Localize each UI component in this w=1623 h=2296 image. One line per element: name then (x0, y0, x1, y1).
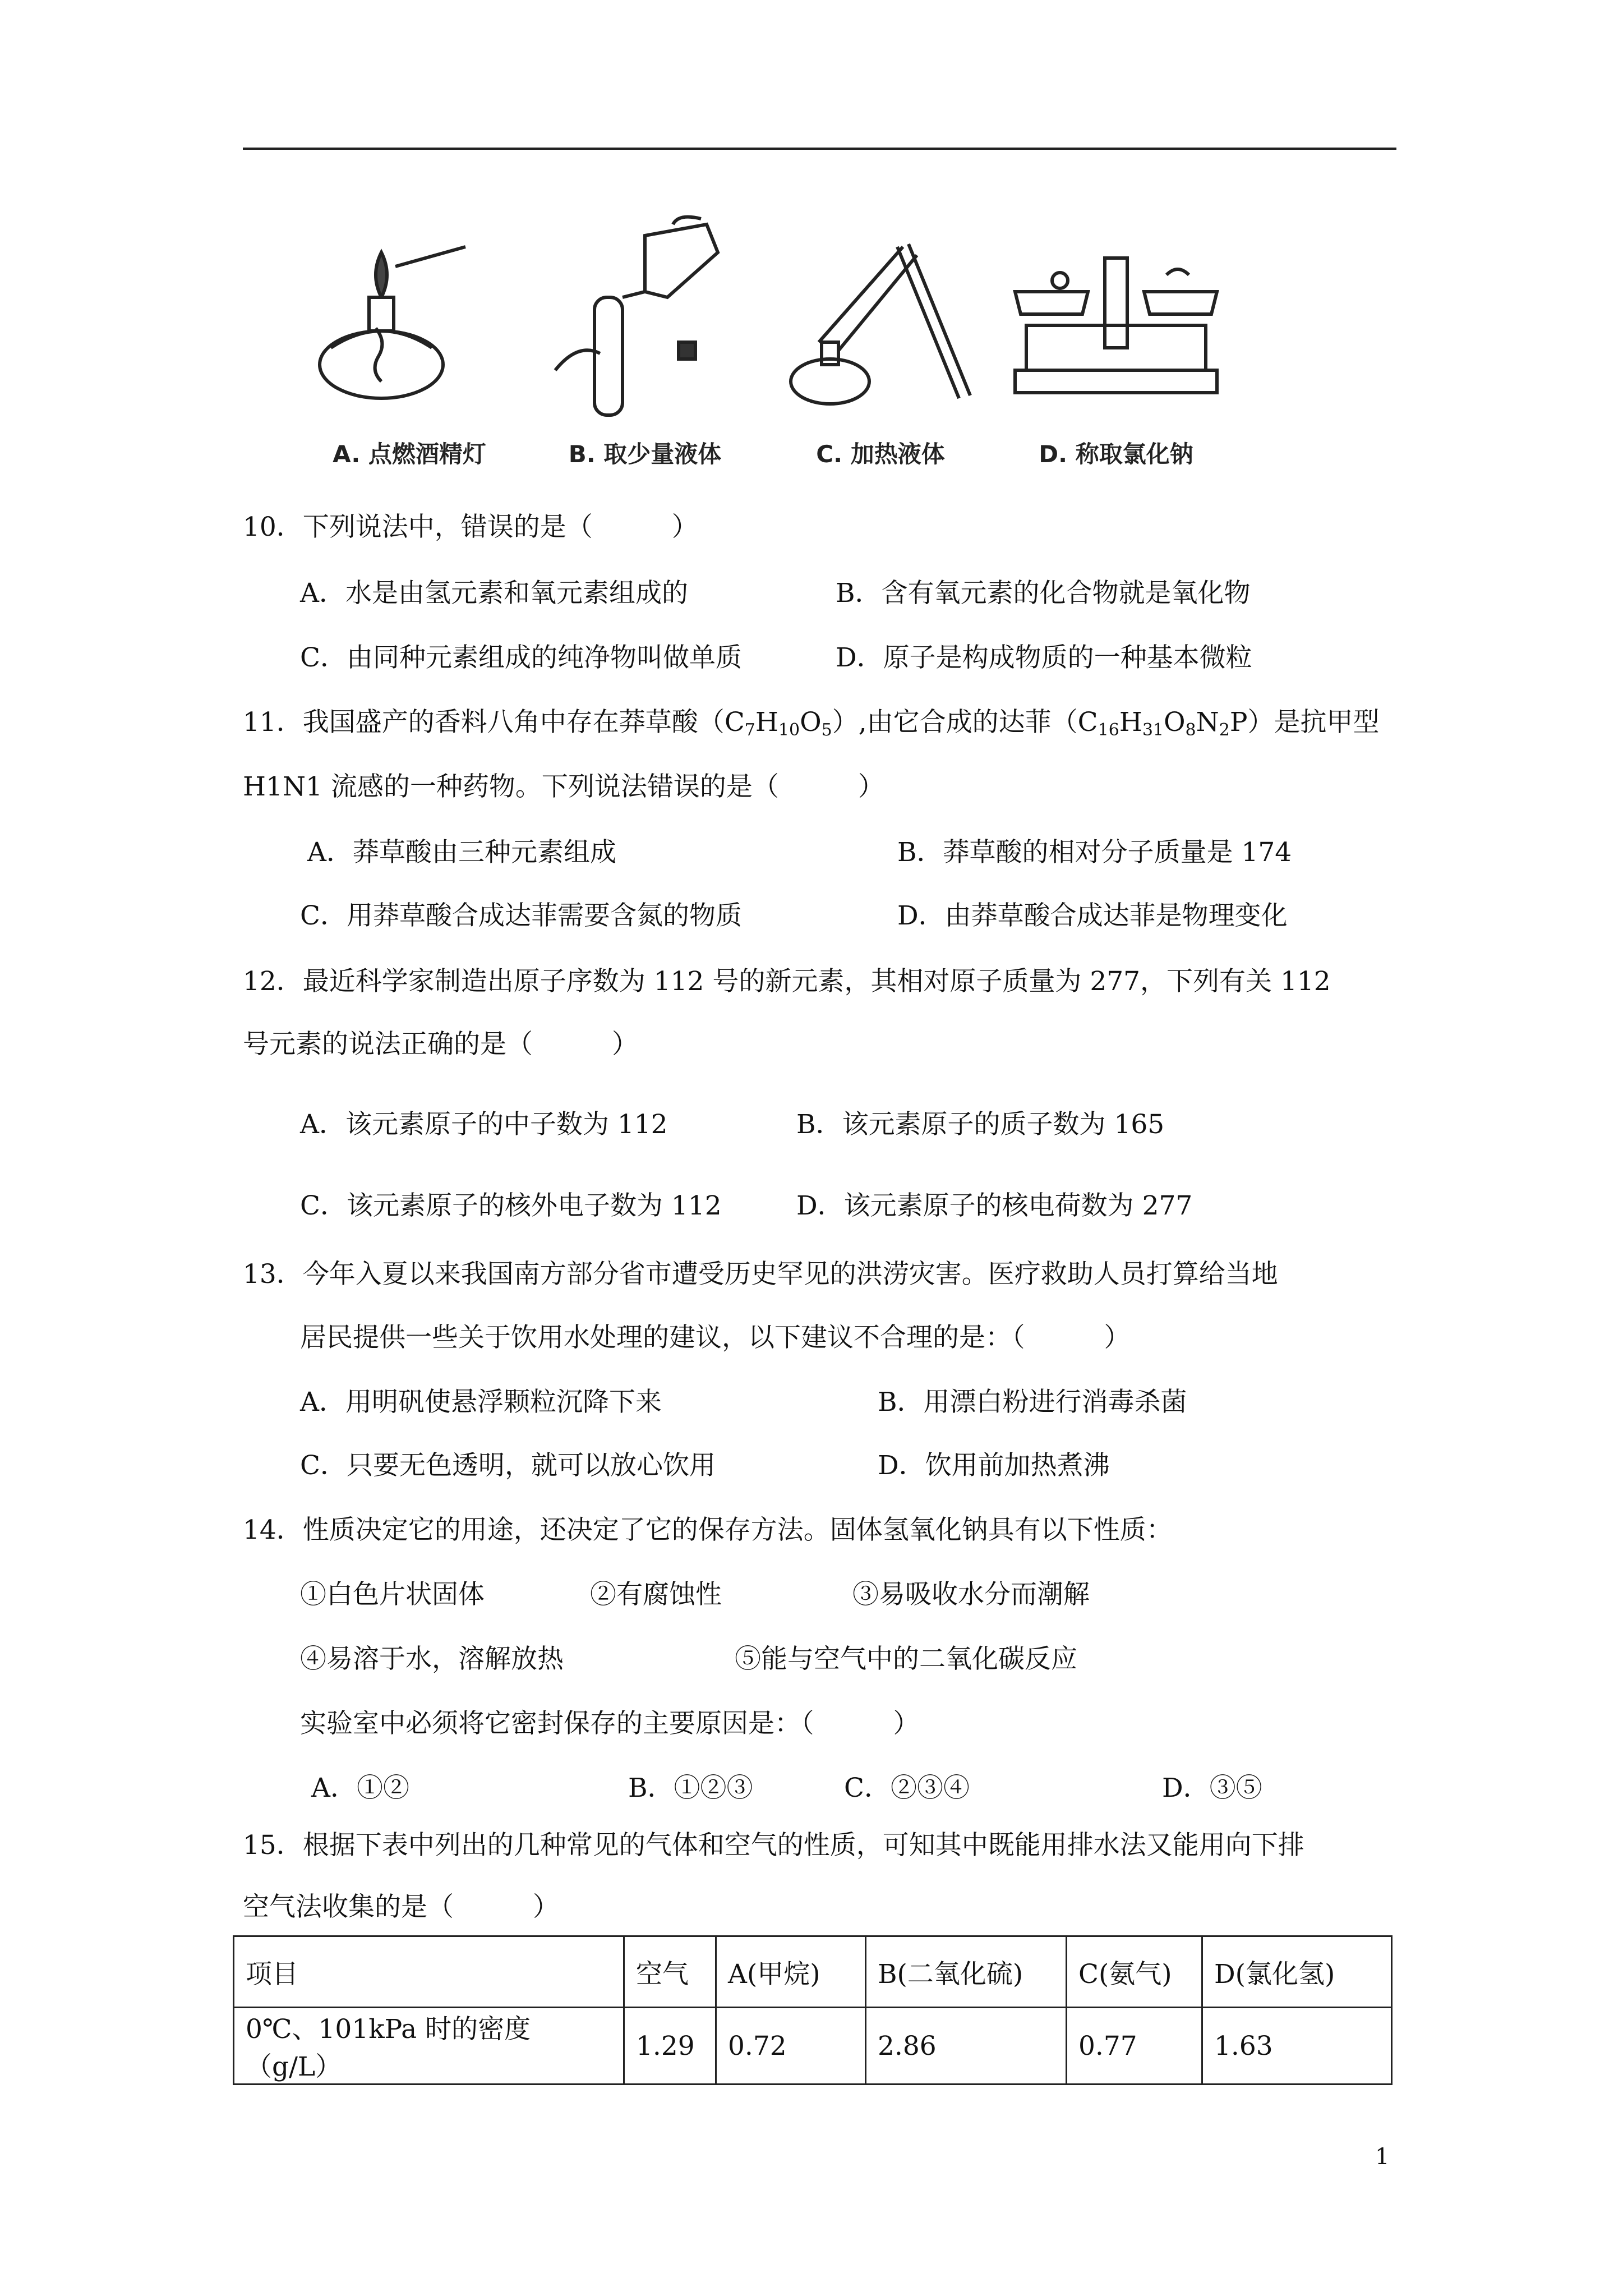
q15-stem-line2: 空气法收集的是（ ） (243, 1892, 559, 1922)
header-rule (243, 148, 1396, 150)
table-cell: 1.29 (624, 2008, 716, 2085)
q10-option-d: D．原子是构成物质的一种基本微粒 (836, 642, 1252, 673)
q14-property-4: ④易溶于水，溶解放热 (300, 1644, 564, 1674)
figure-item-c (768, 213, 993, 471)
q10-option-b: B．含有氧元素的化合物就是氧化物 (836, 578, 1251, 609)
q11-stem-part-a: 11．我国盛产的香料八角中存在莽草酸（ (243, 707, 725, 738)
q11-option-b: B．莽草酸的相对分子质量是 174 (897, 837, 1292, 868)
table-cell: 2.86 (866, 2008, 1067, 2085)
q11-stem-line2: H1N1 流感的一种药物。下列说法错误的是（ ） (243, 771, 884, 802)
q13-option-a: A．用明矾使悬浮颗粒沉降下来 (300, 1387, 662, 1418)
q11-option-c: C．用莽草酸合成达菲需要含氮的物质 (300, 900, 742, 931)
q10-option-a: A．水是由氢元素和氧元素组成的 (300, 578, 688, 609)
figure-caption-d: D. 称取氯化钠 (1039, 440, 1193, 468)
formula-shikimic-acid: $C_7H_{10}O_5$ (724, 707, 832, 740)
q12-option-c: C．该元素原子的核外电子数为 112 (300, 1190, 722, 1221)
q12-stem-line2: 号元素的说法正确的是（ ） (243, 1029, 638, 1060)
formula-tamiflu: $C_{16}H_{31}O_8N_2P$ (1077, 707, 1248, 740)
alcohol-lamp-lighting-drawing (297, 213, 522, 426)
q12-stem-line1: 12．最近科学家制造出原子序数为 112 号的新元素，其相对原子质量为 277，下列有关 112 (243, 966, 1331, 997)
table-header-cell: 项目 (234, 1936, 624, 2008)
lab-operations-figure (297, 213, 1228, 471)
q14-property-1: ①白色片状固体 (300, 1579, 485, 1610)
figure-item-b (533, 213, 757, 471)
q13-option-b: B．用漂白粉进行消毒杀菌 (878, 1387, 1187, 1418)
q11-stem-part-b: ）,由它合成的达菲（ (832, 707, 1078, 738)
table-row (234, 2008, 1392, 2085)
q14-option-a: A．①② (311, 1773, 409, 1803)
table-cell: 0.72 (716, 2008, 866, 2085)
figure-item-a (297, 213, 522, 471)
q14-property-3: ③易吸收水分而潮解 (852, 1579, 1090, 1610)
table-header-cell: 空气 (624, 1936, 716, 2008)
balance-scale-drawing (1004, 213, 1228, 426)
q13-option-d: D．饮用前加热煮沸 (878, 1450, 1110, 1481)
q10-stem: 10．下列说法中，错误的是（ ） (243, 512, 698, 542)
table-cell: 0.77 (1067, 2008, 1202, 2085)
page-number: 1 (1375, 2144, 1390, 2170)
table-header-cell: D(氯化氢) (1202, 1936, 1392, 2008)
q15-stem-line1: 15．根据下表中列出的几种常见的气体和空气的性质，可知其中既能用排水法又能用向下排 (243, 1830, 1304, 1861)
q12-option-d: D．该元素原子的核电荷数为 277 (796, 1190, 1193, 1221)
q13-option-c: C．只要无色透明，就可以放心饮用 (300, 1450, 716, 1481)
table-cell: 0℃、101kPa 时的密度（g/L） (234, 2008, 624, 2085)
q14-question: 实验室中必须将它密封保存的主要原因是：（ ） (300, 1708, 920, 1739)
q12-option-b: B．该元素原子的质子数为 165 (796, 1109, 1165, 1140)
q14-property-5: ⑤能与空气中的二氧化碳反应 (735, 1644, 1077, 1674)
q11-stem-part-c: ）是抗甲型 (1247, 707, 1380, 738)
q13-stem-line2: 居民提供一些关于饮用水处理的建议，以下建议不合理的是：（ ） (300, 1322, 1131, 1353)
table-header-cell: A(甲烷) (716, 1936, 866, 2008)
table-header-row (234, 1936, 1392, 2008)
figure-caption-a: A. 点燃酒精灯 (333, 440, 486, 468)
take-liquid-drawing (533, 213, 757, 426)
q11-option-d: D．由莽草酸合成达菲是物理变化 (897, 900, 1288, 931)
figure-item-d (1004, 213, 1228, 471)
q14-property-2: ②有腐蚀性 (590, 1579, 722, 1610)
q11-stem-line1 (243, 706, 1379, 747)
q11-option-a: A．莽草酸由三种元素组成 (307, 837, 616, 868)
q14-option-c: C．②③④ (844, 1773, 970, 1803)
q14-option-d: D．③⑤ (1162, 1773, 1262, 1803)
figure-caption-c: C. 加热液体 (816, 440, 945, 468)
table-header-cell: B(二氧化硫) (866, 1936, 1067, 2008)
table-cell: 1.63 (1202, 2008, 1392, 2085)
q12-option-a: A．该元素原子的中子数为 112 (300, 1109, 668, 1140)
table-header-cell: C(氨气) (1067, 1936, 1202, 2008)
q10-option-c: C．由同种元素组成的纯净物叫做单质 (300, 642, 742, 673)
heating-liquid-drawing (768, 213, 993, 426)
q14-option-b: B．①②③ (628, 1773, 753, 1803)
gas-properties-table (233, 1935, 1393, 2085)
q14-stem-line1: 14．性质决定它的用途，还决定了它的保存方法。固体氢氧化钠具有以下性质： (243, 1515, 1173, 1545)
figure-caption-b: B. 取少量液体 (568, 440, 722, 468)
q13-stem-line1: 13．今年入夏以来我国南方部分省市遭受历史罕见的洪涝灾害。医疗救助人员打算给当地 (243, 1259, 1278, 1290)
